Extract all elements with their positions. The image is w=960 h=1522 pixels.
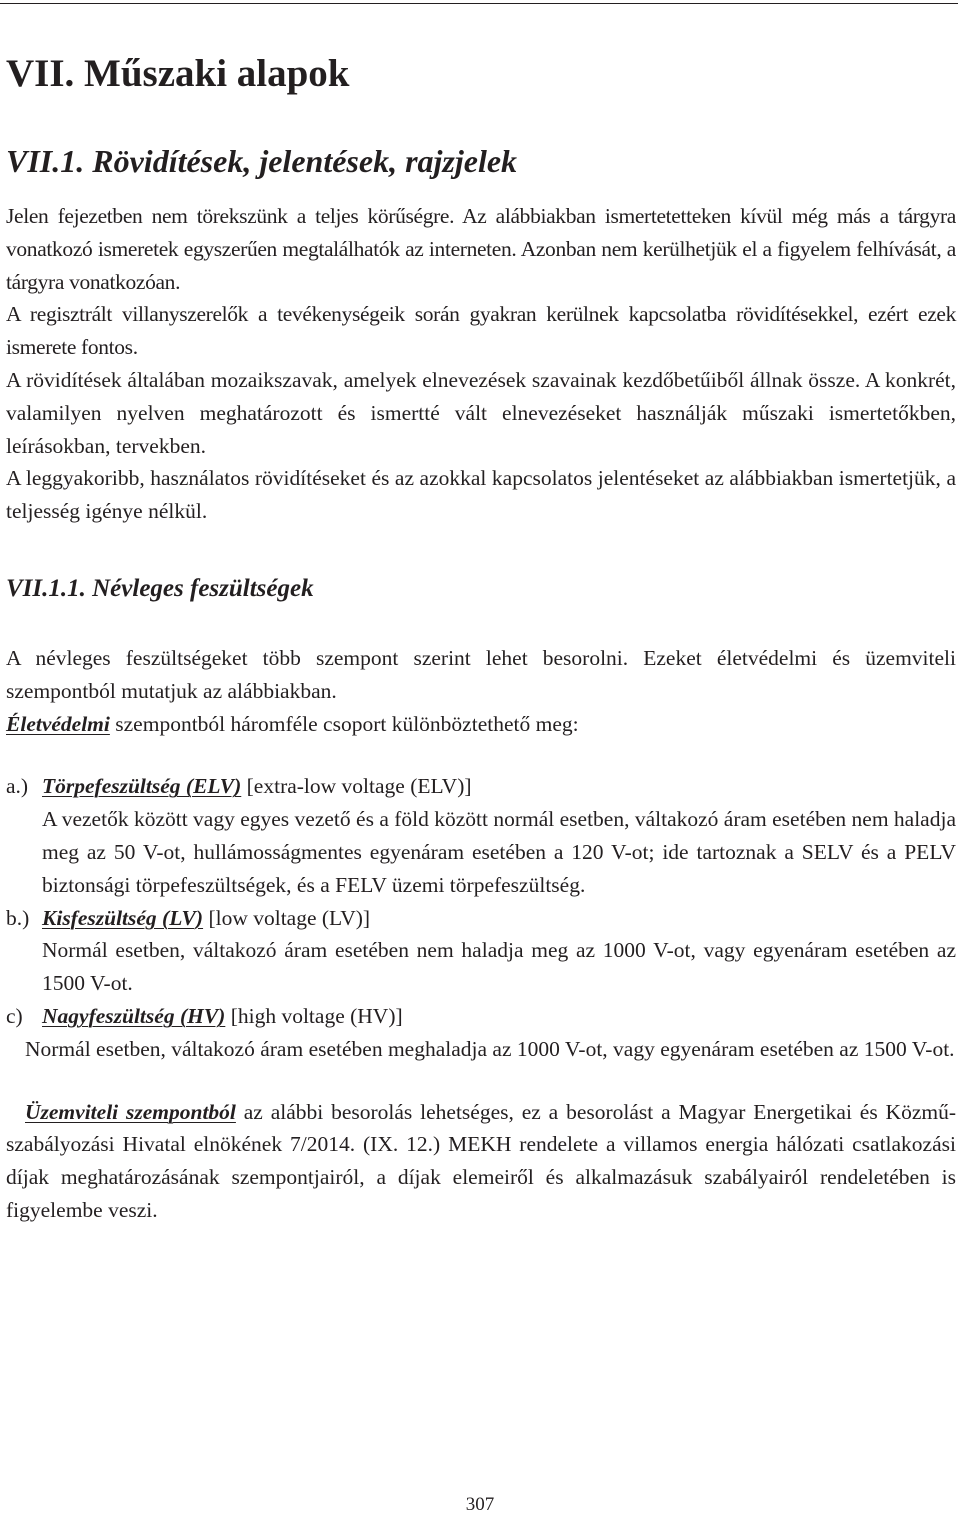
term-elv: Törpefeszültség (ELV) (42, 774, 242, 799)
operational-paragraph (6, 1096, 956, 1227)
gloss-lv: [low voltage (LV)] (203, 905, 371, 930)
intro-paragraph-2: A regisztrált villanyszerelők a tevékenységeik során gyakran kerülnek kapcsolatba rövidítésekkel, ezért ezek ismerete fontos. (6, 302, 956, 360)
gloss-hv: [high voltage (HV)] (225, 1003, 403, 1028)
list-marker-c: c) (6, 1003, 23, 1028)
list-item-a (6, 770, 956, 803)
life-protection-text: szempontból háromféle csoport különböztethető meg: (109, 711, 579, 736)
list-item-b (6, 902, 956, 935)
term-lv: Kisfeszültség (LV) (42, 905, 204, 930)
operational-term: Üzemviteli szempontból (25, 1099, 236, 1124)
life-protection-line (6, 708, 956, 741)
list-heading-c (42, 1000, 956, 1033)
section-title: VII.1. Rövidítések, jelentések, rajzjelek (6, 143, 518, 179)
voltage-block (6, 642, 956, 1227)
subsection-intro: A névleges feszültségeket több szempont szerint lehet besorolni. Ezeket életvédelmi és üzemviteli szempontból mutatjuk az alábbiakban. (6, 646, 956, 703)
spacer (6, 1066, 956, 1096)
header-rule (0, 3, 958, 4)
intro-paragraph-1: Jelen fejezetben nem törekszünk a teljes körűségre. Az alábbiakban ismertetetteken kívül még más a tárgyra vonatkozó ismeretek egyszerűen megtalálhatók az interneten. Azonban nem kerülhetjük el a figyelem felhívását, a tárgyra vonatkozóan. (6, 204, 956, 294)
description-hv: Normál esetben, váltakozó áram esetében meghaladja az 1000 V-ot, vagy egyenáram esetében az 1500 V-ot. (25, 1036, 955, 1061)
list-item-c (6, 1000, 956, 1033)
chapter-title: VII. Műszaki alapok (6, 52, 350, 95)
description-lv: Normál esetben, váltakozó áram esetében nem haladja meg az 1000 V-ot, vagy egyenáram esetében az 1500 V-ot. (42, 938, 956, 996)
operational-text: az alábbi besorolás lehetséges, ez a besorolást a Magyar Energetikai és Közmű-szabályozási Hivatal elnökének 7/2014. (IX. 12.) MEKH rendelete a villamos energia hálózati csatlakozási díjak meghatározásának szempontjairól, a díjak elemeiről és alkalmazásuk szabályairól rendeletében is figyelembe veszi. (6, 1099, 956, 1222)
description-elv: A vezetők között vagy egyes vezető és a föld között normál esetben, váltakozó áram esetében nem haladja meg az 50 V-ot, hullámosságmentes egyenáram esetében a 120 V-ot; ide tartoznak a SELV és a PELV biztonsági törpefeszültségek, és a FELV üzemi törpefeszültség. (42, 807, 956, 897)
page-number: 307 (465, 1494, 495, 1515)
list-marker-b: b.) (6, 905, 30, 930)
intro-block (6, 200, 956, 528)
intro-paragraph-4: A leggyakoribb, használatos rövidítéseket és az azokkal kapcsolatos jelentéseket az alábbiakban ismertetjük, a teljesség igénye nélkül. (6, 466, 956, 524)
term-hv: Nagyfeszültség (HV) (42, 1003, 226, 1028)
subsection-title: VII.1.1. Névleges feszültségek (6, 575, 314, 602)
gloss-elv: [extra-low voltage (ELV)] (241, 774, 472, 799)
list-heading-a (42, 770, 956, 803)
life-protection-term: Életvédelmi (6, 711, 110, 736)
list-marker-a: a.) (6, 774, 29, 799)
spacer (6, 740, 956, 770)
intro-paragraph-3: A rövidítések általában mozaikszavak, amelyek elnevezések szavainak kezdőbetűiből állnak össze. A konkrét, valamilyen nyelven meghatározott és ismertté vált elnevezéseket használják műszaki ismertetőkben, leírásokban, tervekben. (6, 367, 956, 458)
list-heading-b (42, 902, 956, 935)
